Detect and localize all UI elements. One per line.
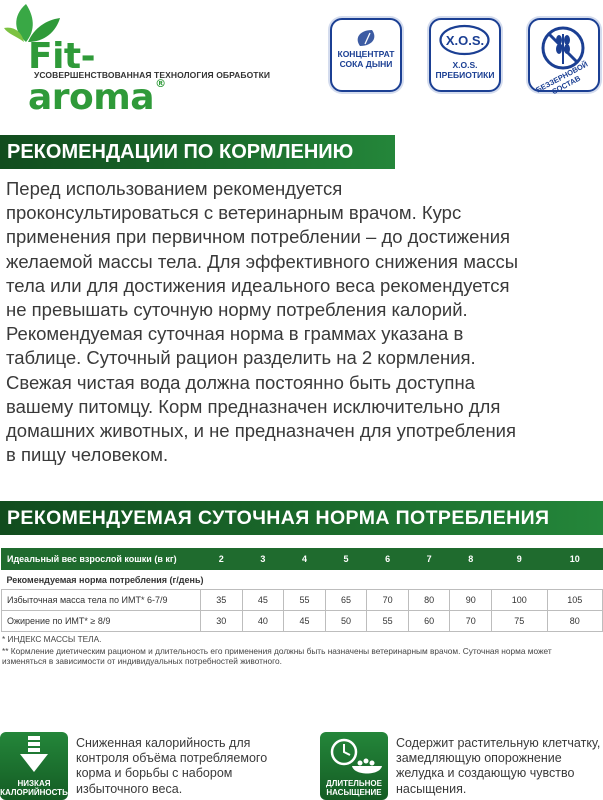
table-header-cell: 6 — [367, 549, 409, 570]
feeding-text — [6, 177, 600, 467]
feeding-text-line: Рекомендуемая суточная норма в граммах указана в — [6, 323, 464, 345]
brand-name-text: Fit-aroma — [28, 36, 155, 118]
badge-label-line1: X.O.S. — [452, 60, 478, 70]
badge-label-line2: ПРЕБИОТИКИ — [435, 70, 495, 80]
table-header-cell: 10 — [547, 549, 602, 570]
brand-tagline: УСОВЕРШЕНСТВОВАННАЯ ТЕХНОЛОГИЯ ОБРАБОТКИ — [34, 70, 271, 80]
badge-label-line1: БЕЗЗЕРНОВОЙ СОСТАВ — [534, 59, 590, 97]
table-cell: 80 — [408, 590, 450, 611]
table-header-cell: 5 — [325, 549, 367, 570]
table-header-label: Идеальный вес взрослой кошки (в кг) — [2, 549, 201, 570]
feeding-text-line: Свежая чистая вода должна постоянно быть доступна — [6, 371, 475, 393]
table-cell: 45 — [242, 590, 284, 611]
grain-free-badge — [528, 18, 600, 97]
table-cell: 70 — [450, 611, 492, 632]
table-header-cell: 3 — [242, 549, 284, 570]
low-calorie-label-line2: КАЛОРИЙНОСТЬ — [0, 788, 68, 797]
table-subheader-row — [2, 570, 603, 590]
ration-title: РЕКОМЕНДУЕМАЯ СУТОЧНАЯ НОРМА ПОТРЕБЛЕНИЯ — [0, 501, 603, 535]
feeding-text-line: применения при первичном потреблении – до достижения — [6, 226, 511, 248]
clock-bowl-icon — [320, 734, 388, 780]
table-cell: 30 — [201, 611, 243, 632]
table-header-cell: 2 — [201, 549, 243, 570]
xos-circle-text: X.O.S. — [445, 33, 485, 48]
table-row-label: Ожирение по ИМТ* ≥ 8/9 — [2, 611, 201, 632]
table-cell: 40 — [242, 611, 284, 632]
table-row — [2, 611, 603, 632]
table-row — [2, 590, 603, 611]
table-cell: 55 — [284, 590, 326, 611]
arrow-down-icon — [0, 734, 68, 778]
feeding-text-line: вашему питомцу. Корм предназначен исключительно для — [6, 395, 501, 417]
low-calorie-label-line1: НИЗКАЯ — [17, 779, 51, 788]
table-row-label: Избыточная масса тела по ИМТ* 6-7/9 — [2, 590, 201, 611]
feeding-text-line: желаемой массы тела. Для эффективного снижения массы — [6, 250, 518, 272]
badge-label-line1: КОНЦЕНТРАТ — [337, 49, 395, 59]
footnote-bmi: * ИНДЕКС МАССЫ ТЕЛА. — [2, 634, 102, 644]
feeding-text-line: не превышать суточную норму потребления калорий. — [6, 299, 468, 321]
registered-mark: ® — [155, 77, 166, 90]
low-calorie-badge — [0, 732, 68, 800]
footnote-vet-line: изменяться в зависимости от индивидуальных потребностей животного. — [2, 656, 282, 666]
long-satiety-label-line1: ДЛИТЕЛЬНОЕ — [326, 779, 382, 788]
melon-juice-badge — [330, 18, 402, 92]
long-satiety-label — [320, 779, 388, 797]
long-satiety-badge — [320, 732, 388, 800]
footnote-vet — [2, 646, 602, 666]
feeding-text-line: Перед использованием рекомендуется — [6, 178, 343, 199]
feeding-title: РЕКОМЕНДАЦИИ ПО КОРМЛЕНИЮ — [0, 135, 395, 169]
table-cell: 50 — [325, 611, 367, 632]
table-header-cell: 9 — [492, 549, 547, 570]
long-satiety-text: Содержит растительную клетчатку, замедляющую опорожнение желудка и создающую чувство насыщения. — [396, 736, 601, 796]
badge-label-line2: СОКА ДЫНИ — [339, 59, 393, 69]
table-subheader: Рекомендуемая норма потребления (г/день) — [6, 574, 204, 585]
low-calorie-label — [0, 779, 68, 797]
table-header-cell: 4 — [284, 549, 326, 570]
low-calorie-text: Сниженная калорийность для контроля объёма потребляемого корма и борьбы с набором избыточного веса. — [76, 736, 268, 796]
table-header-cell: 8 — [450, 549, 492, 570]
table-cell: 80 — [547, 611, 602, 632]
feeding-text-line: таблице. Суточный рацион разделить на 2 кормления. — [6, 347, 476, 369]
xos-prebiotic-badge — [429, 18, 501, 92]
table-cell: 45 — [284, 611, 326, 632]
table-cell: 105 — [547, 590, 602, 611]
brand-logo — [0, 2, 271, 118]
feeding-text-line: проконсультироваться с ветеринарным врачом. Курс — [6, 202, 462, 224]
table-cell: 60 — [408, 611, 450, 632]
table-header-cell: 7 — [408, 549, 450, 570]
table-cell: 35 — [201, 590, 243, 611]
footnote-vet-line: ** Кормление диетическим рационом и длительность его применения должны быть назначены ветеринарным врачом. Суточная норма может — [2, 646, 552, 656]
ration-table — [1, 548, 603, 632]
feeding-text-line: домашних животных, и не предназначен для употребления — [6, 420, 517, 442]
table-cell: 55 — [367, 611, 409, 632]
long-satiety-label-line2: НАСЫЩЕНИЕ — [326, 788, 382, 797]
table-cell: 100 — [492, 590, 547, 611]
table-cell: 65 — [325, 590, 367, 611]
feeding-text-line: в пищу человеком. — [6, 444, 169, 466]
table-header-row — [2, 549, 603, 570]
feeding-text-line: тела или для достижения идеального веса рекомендуется — [6, 274, 510, 296]
table-cell: 90 — [450, 590, 492, 611]
table-cell: 75 — [492, 611, 547, 632]
table-cell: 70 — [367, 590, 409, 611]
